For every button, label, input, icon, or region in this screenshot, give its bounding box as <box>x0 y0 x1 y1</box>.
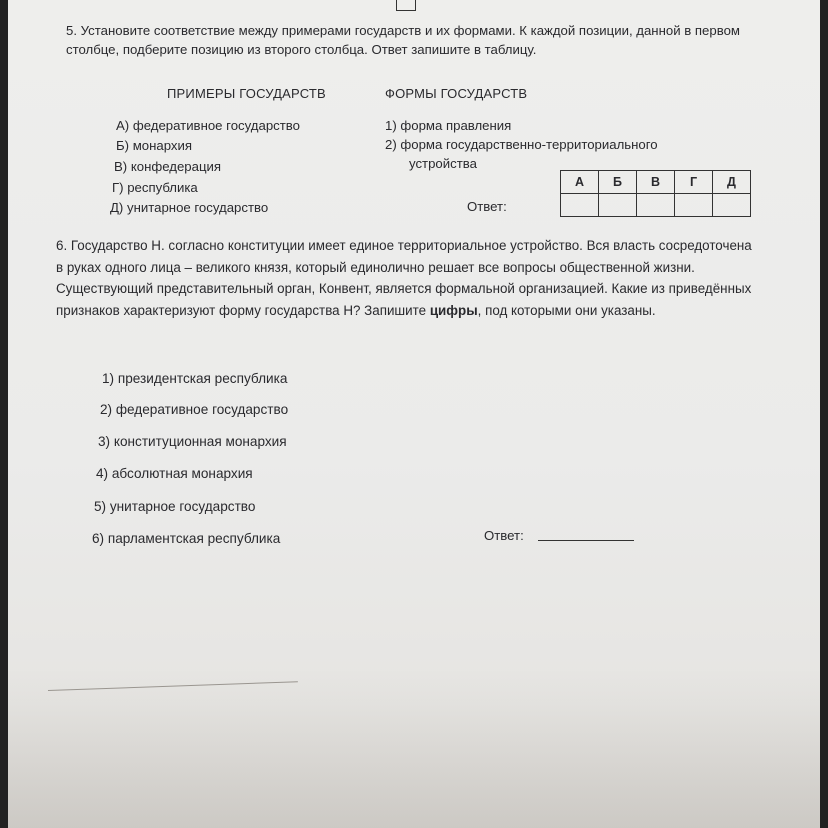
q6-text-main: 6. Государство Н. согласно конституции имеет единое территориальное устройство. Вся власть сосредоточена в руках одного лица – великого князя, который единолично решает все вопросы общественной жизни. Существующий представительный орган, Конвент, является формальной организацией. Какие из приведённых признаков характеризуют форму государства Н? Запишите <box>56 238 752 318</box>
answer-table-header: А <box>561 171 599 194</box>
answer-cell-g[interactable] <box>675 194 713 217</box>
q5-left-item: Г) республика <box>112 180 198 195</box>
answer-table-header: Г <box>675 171 713 194</box>
q6-bold-word: цифры <box>429 302 478 318</box>
q5-right-item: устройства <box>409 156 477 171</box>
answer-table-header: Д <box>713 171 751 194</box>
q5-right-header: ФОРМЫ ГОСУДАРСТВ <box>385 86 528 101</box>
answer-cell-d[interactable] <box>713 194 751 217</box>
q6-option: 4) абсолютная монархия <box>96 466 253 481</box>
q5-left-item: В) конфедерация <box>114 159 222 174</box>
answer-table-header: Б <box>599 171 637 194</box>
q6-option: 1) президентская республика <box>102 371 288 386</box>
q5-right-item: 2) форма государственно-территориального <box>385 137 658 152</box>
q6-text <box>56 235 756 321</box>
answer-cell-a[interactable] <box>561 194 599 217</box>
page-top-box <box>396 0 416 11</box>
q5-left-item: Б) монархия <box>116 138 193 153</box>
page-shadow <box>0 668 828 828</box>
q6-option: 3) конституционная монархия <box>98 434 287 449</box>
q6-text-tail: , под которыми они указаны. <box>477 302 656 318</box>
answer-cell-b[interactable] <box>599 194 637 217</box>
q6-answer-label: Ответ: <box>484 528 524 543</box>
q5-intro: 5. Установите соответствие между примерами государств и их формами. К каждой позиции, данной в первом столбце, подберите позицию из второго столбца. Ответ запишите в таблицу. <box>66 23 740 57</box>
q5-left-header: ПРИМЕРЫ ГОСУДАРСТВ <box>167 86 326 101</box>
answer-table-header: В <box>637 171 675 194</box>
q5-answer-label: Ответ: <box>467 199 507 214</box>
q6-option: 2) федеративное государство <box>100 402 289 417</box>
answer-cell-v[interactable] <box>637 194 675 217</box>
q6-answer-blank[interactable] <box>538 540 634 541</box>
q5-answer-table <box>560 170 751 217</box>
q5-right-item: 1) форма правления <box>385 118 512 133</box>
q6-option: 6) парламентская республика <box>92 531 281 546</box>
q5-left-item: Д) унитарное государство <box>110 200 269 215</box>
frame-right <box>820 0 828 828</box>
q6-option: 5) унитарное государство <box>94 499 256 514</box>
frame-left <box>0 0 8 828</box>
q5-left-item: А) федеративное государство <box>116 118 300 133</box>
